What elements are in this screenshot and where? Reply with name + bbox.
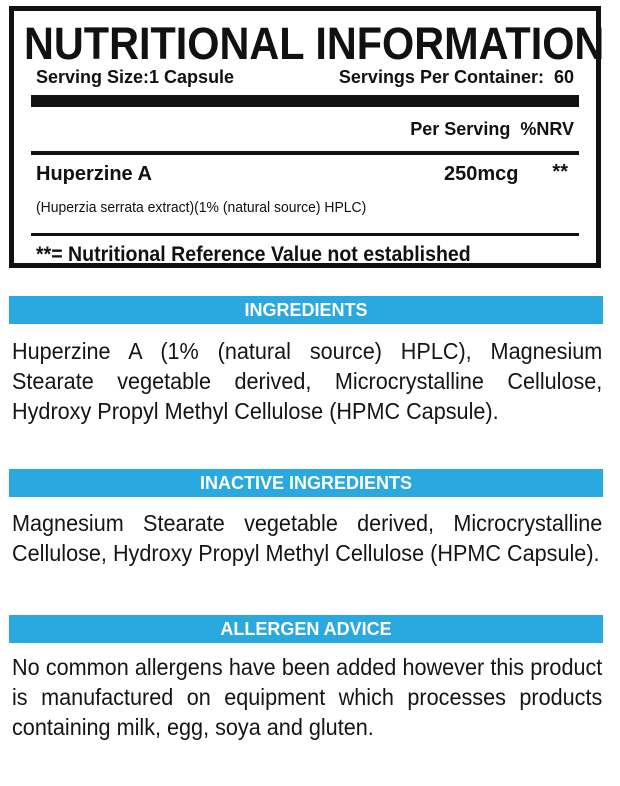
ingredients-heading: INGREDIENTS: [9, 296, 603, 324]
inactive-ingredients-heading: INACTIVE INGREDIENTS: [9, 469, 603, 497]
column-headers: [410, 119, 574, 140]
item-name: Huperzine A: [36, 163, 152, 185]
item-description: (Huperzia serrata extract)(1% (natural source) HPLC): [36, 199, 367, 216]
allergen-advice-heading: ALLERGEN ADVICE: [9, 615, 603, 643]
servings-per-container: Servings Per Container: 60: [338, 67, 574, 87]
serving-size: Serving Size:1 Capsule: [36, 67, 235, 87]
thin-divider: [31, 233, 579, 236]
nrv-footnote: **= Nutritional Reference Value not established: [36, 243, 471, 266]
inactive-ingredients-text: Magnesium Stearate vegetable derived, Microcrystalline Cellulose, Hydroxy Propyl Methyl Cellulose (HPMC Capsule).: [12, 510, 603, 566]
ingredients-text: Huperzine A (1% (natural source) HPLC), Magnesium Stearate vegetable derived, Microcrystalline Cellulose, Hydroxy Propyl Methyl Cellulose (HPMC Capsule).: [12, 338, 603, 424]
nrv-header: %NRV: [520, 119, 574, 139]
allergen-advice-text: No common allergens have been added however this product is manufactured on equipment which processes products containing milk, egg, soya and gluten.: [12, 654, 603, 740]
thick-divider: [31, 95, 579, 107]
per-serving-header: Per Serving: [410, 119, 511, 139]
nutrition-panel: [9, 6, 605, 268]
item-nrv: **: [552, 161, 568, 183]
medium-divider: [31, 151, 579, 155]
serving-row: [36, 67, 574, 88]
item-amount: 250mcg: [444, 163, 519, 185]
nutrition-title: NUTRITIONAL INFORMATION: [24, 18, 605, 69]
